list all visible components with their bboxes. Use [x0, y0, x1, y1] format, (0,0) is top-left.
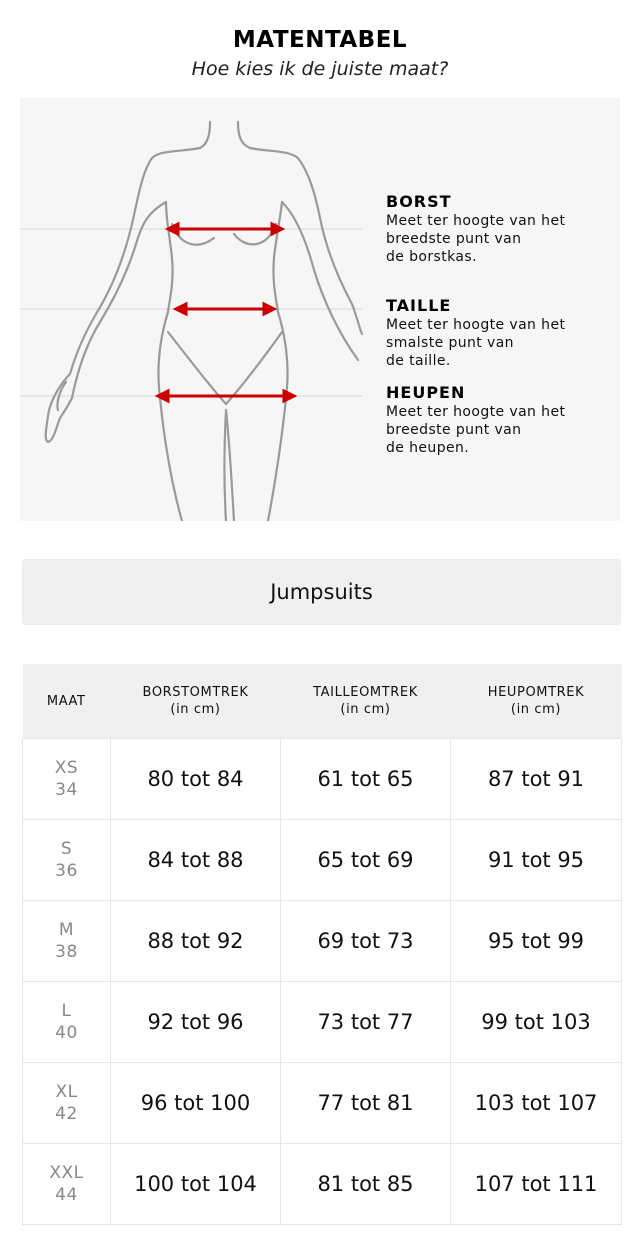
- taille-cell: 61 tot 65: [281, 739, 451, 820]
- column-unit: (in cm): [340, 702, 391, 717]
- size-number: 36: [55, 861, 78, 881]
- size-cell: [23, 1144, 111, 1225]
- column-unit: (in cm): [510, 702, 562, 717]
- measurement-heupen: [386, 383, 616, 457]
- measurement-description: [386, 316, 616, 370]
- column-label: TAILLEOMTREK: [313, 685, 418, 700]
- table-row: [23, 820, 622, 901]
- description-line: Meet ter hoogte van het: [386, 213, 566, 229]
- page-title: MATENTABEL: [232, 27, 408, 53]
- description-line: Meet ter hoogte van het: [386, 317, 566, 333]
- borst-cell: 84 tot 88: [111, 820, 281, 901]
- size-number: 34: [55, 780, 78, 800]
- size-label: XS: [54, 758, 79, 778]
- table-header-row: [23, 664, 622, 739]
- size-cell: [23, 982, 111, 1063]
- table-row: [23, 739, 622, 820]
- column-label: BORSTOMTREK: [142, 685, 249, 700]
- measurement-taille: [386, 296, 616, 370]
- measurement-description: [386, 212, 616, 266]
- taille-cell: 65 tot 69: [281, 820, 451, 901]
- borst-cell: 88 tot 92: [111, 901, 281, 982]
- description-line: breedste punt van: [386, 231, 522, 247]
- heupen-cell: 87 tot 91: [451, 739, 622, 820]
- size-label: L: [61, 1001, 72, 1021]
- measurement-borst: [386, 192, 616, 266]
- borst-cell: 96 tot 100: [111, 1063, 281, 1144]
- taille-cell: 77 tot 81: [281, 1063, 451, 1144]
- size-number: 42: [55, 1104, 78, 1124]
- measurement-heading: HEUPEN: [386, 383, 466, 402]
- size-label: XXL: [49, 1163, 84, 1183]
- heupen-cell: 107 tot 111: [451, 1144, 622, 1225]
- column-label: MAAT: [46, 693, 86, 709]
- category-jumpsuits-tab[interactable]: Jumpsuits: [22, 559, 621, 625]
- size-label: S: [60, 839, 73, 859]
- size-number: 38: [55, 942, 78, 962]
- column-unit: (in cm): [170, 702, 221, 717]
- measurement-heading: BORST: [386, 192, 452, 211]
- borst-cell: 92 tot 96: [111, 982, 281, 1063]
- heupen-cell: 95 tot 99: [451, 901, 622, 982]
- description-line: Meet ter hoogte van het: [386, 404, 566, 420]
- heupen-cell: 91 tot 95: [451, 820, 622, 901]
- size-cell: [23, 1063, 111, 1144]
- column-label: HEUPOMTREK: [487, 685, 585, 700]
- column-header-borstomtrek: [111, 664, 281, 739]
- table-row: [23, 982, 622, 1063]
- measurement-heading: TAILLE: [386, 296, 452, 315]
- page-header: [0, 24, 640, 82]
- column-header-heupomtrek: [451, 664, 622, 739]
- column-header-maat: [23, 664, 111, 739]
- taille-cell: 73 tot 77: [281, 982, 451, 1063]
- size-cell: [23, 739, 111, 820]
- size-cell: [23, 820, 111, 901]
- description-line: de borstkas.: [386, 249, 477, 265]
- taille-cell: 81 tot 85: [281, 1144, 451, 1225]
- taille-cell: 69 tot 73: [281, 901, 451, 982]
- description-line: smalste punt van: [386, 335, 514, 351]
- size-label: XL: [55, 1082, 78, 1102]
- column-header-tailleomtrek: [281, 664, 451, 739]
- borst-cell: 100 tot 104: [111, 1144, 281, 1225]
- size-number: 40: [55, 1023, 78, 1043]
- measurement-description: [386, 403, 616, 457]
- table-row: [23, 1144, 622, 1225]
- heupen-cell: 103 tot 107: [451, 1063, 622, 1144]
- description-line: de taille.: [386, 353, 451, 369]
- borst-cell: 80 tot 84: [111, 739, 281, 820]
- page-subtitle: Hoe kies ik de juiste maat?: [191, 58, 449, 80]
- heupen-cell: 99 tot 103: [451, 982, 622, 1063]
- table-row: [23, 1063, 622, 1144]
- size-label: M: [58, 920, 75, 940]
- size-table: [22, 664, 622, 1225]
- size-number: 44: [55, 1185, 78, 1205]
- size-cell: [23, 901, 111, 982]
- description-line: de heupen.: [386, 440, 470, 456]
- table-row: [23, 901, 622, 982]
- description-line: breedste punt van: [386, 422, 522, 438]
- measurement-arrows: [158, 224, 294, 401]
